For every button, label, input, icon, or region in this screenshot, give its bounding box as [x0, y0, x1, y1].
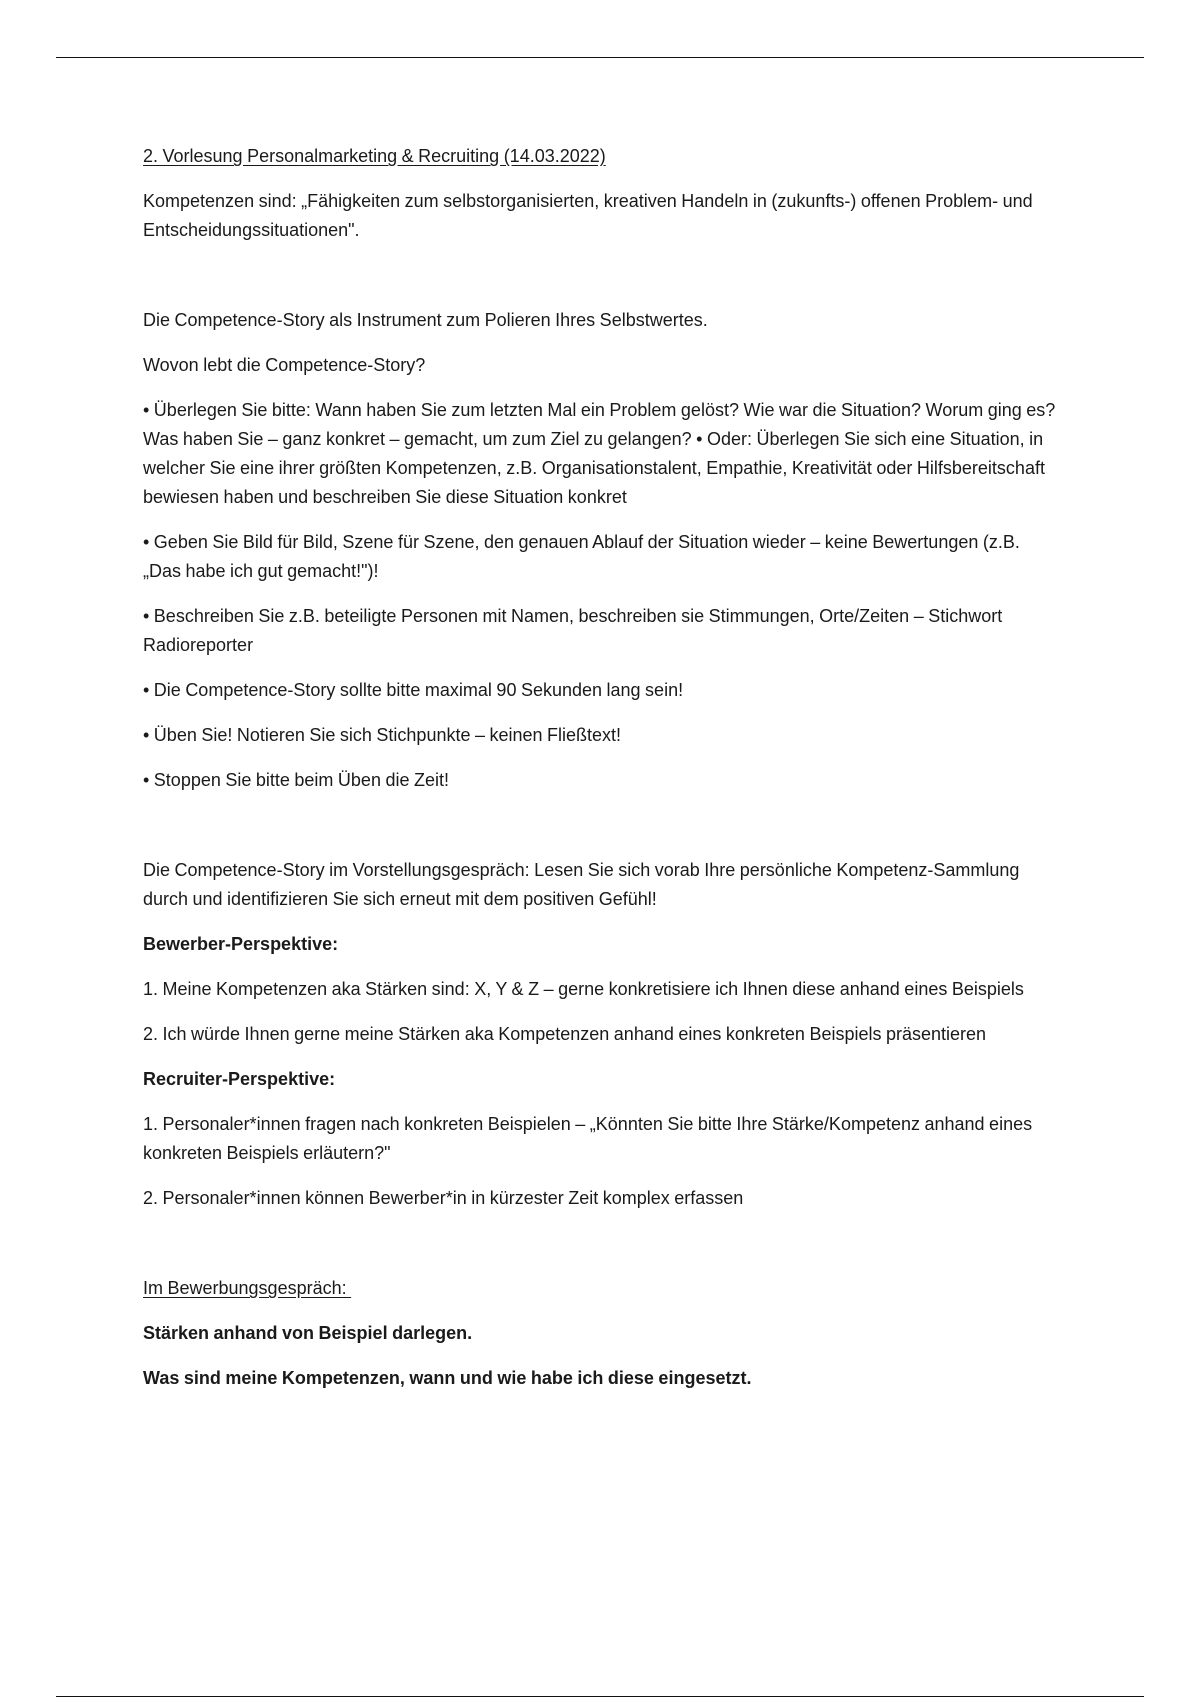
spacer [143, 261, 1058, 306]
bullet-item: • Stoppen Sie bitte beim Üben die Zeit! [143, 770, 449, 790]
recruiter-item: 1. Personaler*innen fragen nach konkreten Beispielen – „Könnten Sie bitte Ihre Stärke/Kompetenz anhand eines konkreten Beispiels erläutern?" [143, 1114, 1033, 1163]
document-heading: 2. Vorlesung Personalmarketing & Recruiting (14.03.2022) [143, 146, 606, 166]
document-body [143, 142, 1058, 1409]
bullet-item: • Die Competence-Story sollte bitte maximal 90 Sekunden lang sein! [143, 680, 684, 700]
footer-rule [56, 1696, 1144, 1697]
applicant-item: 1. Meine Kompetenzen aka Stärken sind: X, Y & Z – gerne konkretisiere ich Ihnen diese anhand eines Beispiels [143, 979, 1024, 999]
applicant-perspective-heading: Bewerber-Perspektive: [143, 934, 339, 954]
applicant-item: 2. Ich würde Ihnen gerne meine Stärken aka Kompetenzen anhand eines konkreten Beispiels präsentieren [143, 1024, 987, 1044]
application-talk-line: Was sind meine Kompetenzen, wann und wie habe ich diese eingesetzt. [143, 1368, 752, 1388]
bullet-item: • Beschreiben Sie z.B. beteiligte Personen mit Namen, beschreiben sie Stimmungen, Orte/Zeiten – Stichwort Radioreporter [143, 606, 1003, 655]
definition-paragraph: Kompetenzen sind: „Fähigkeiten zum selbstorganisierten, kreativen Handeln in (zukunfts-) offenen Problem- und Entscheidungssituationen". [143, 191, 1033, 240]
recruiter-item: 2. Personaler*innen können Bewerber*in in kürzester Zeit komplex erfassen [143, 1188, 744, 1208]
bullet-item: • Geben Sie Bild für Bild, Szene für Szene, den genauen Ablauf der Situation wieder – keine Bewertungen (z.B. „Das habe ich gut gemacht!")! [143, 532, 1020, 581]
bullet-item: • Überlegen Sie bitte: Wann haben Sie zum letzten Mal ein Problem gelöst? Wie war die Situation? Worum ging es? Was haben Sie – ganz konkret – gemacht, um zum Ziel zu gelangen? • Oder: Überlegen Sie sich eine Situation, in welcher Sie eine ihrer größten Kompetenzen, z.B. Organisationstalent, Empathie, Kreativität oder Hilfsbereitschaft bewiesen haben und beschreiben Sie diese Situation konkret [143, 400, 1056, 507]
question-paragraph: Wovon lebt die Competence-Story? [143, 355, 426, 375]
spacer [143, 1229, 1058, 1274]
recruiter-perspective-heading: Recruiter-Perspektive: [143, 1069, 336, 1089]
application-talk-heading: Im Bewerbungsgespräch: [143, 1278, 352, 1298]
header-rule [56, 57, 1144, 58]
interview-paragraph: Die Competence-Story im Vorstellungsgespräch: Lesen Sie sich vorab Ihre persönliche Kompetenz-Sammlung durch und identifizieren Sie sich erneut mit dem positiven Gefühl! [143, 860, 1020, 909]
intro-paragraph: Die Competence-Story als Instrument zum Polieren Ihres Selbstwertes. [143, 310, 708, 330]
spacer [143, 811, 1058, 856]
bullet-item: • Üben Sie! Notieren Sie sich Stichpunkte – keinen Fließtext! [143, 725, 622, 745]
application-talk-line: Stärken anhand von Beispiel darlegen. [143, 1323, 473, 1343]
